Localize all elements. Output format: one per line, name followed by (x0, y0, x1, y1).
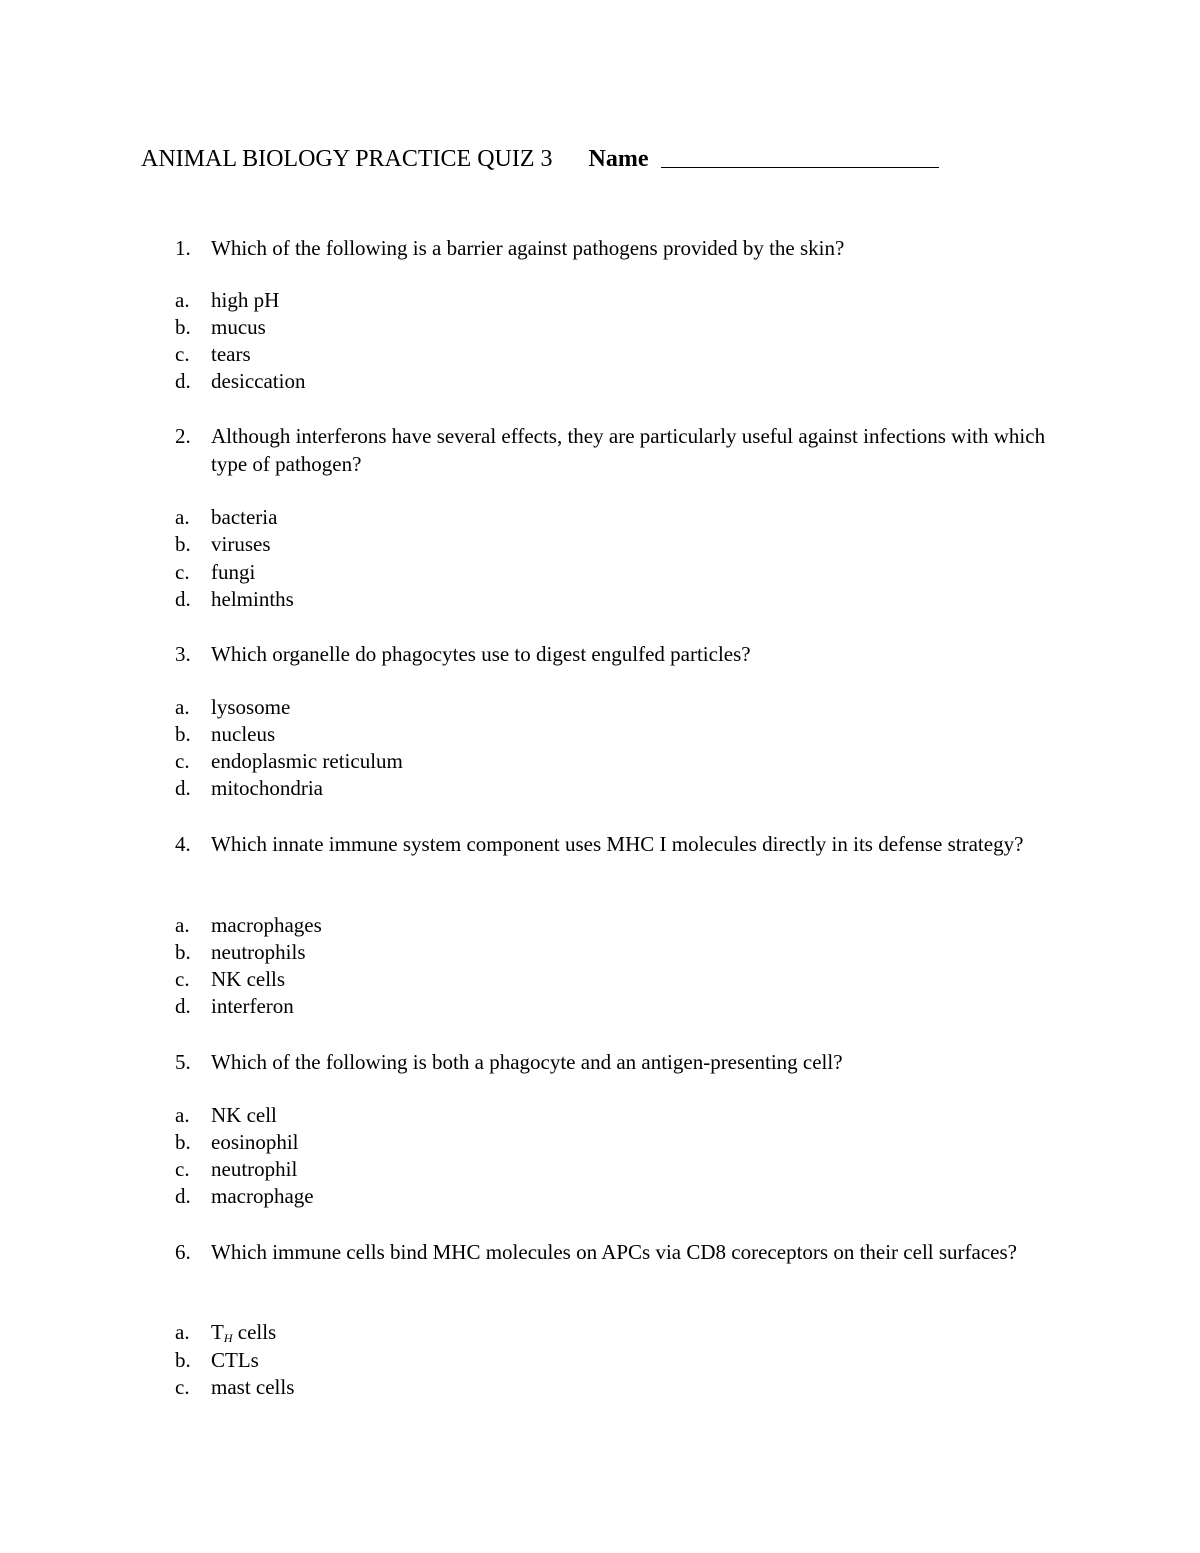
option-letter: c. (175, 342, 190, 366)
option-letter: a. (175, 1320, 190, 1344)
option-letter: b. (175, 722, 191, 746)
question-6-option-c (175, 1374, 875, 1401)
option-letter: b. (175, 315, 191, 339)
question-5-option-d (175, 1183, 875, 1210)
option-text: eosinophil (211, 1130, 299, 1154)
option-letter: a. (175, 913, 190, 937)
quiz-header (141, 141, 1041, 181)
question-3-option-a (175, 694, 875, 721)
option-text: neutrophil (211, 1157, 298, 1181)
option-text: CTLs (211, 1348, 259, 1372)
option-letter: c. (175, 749, 190, 773)
question-3-option-c (175, 748, 875, 775)
question-1-option-d (175, 368, 875, 395)
question-number: 3. (175, 642, 191, 666)
option-letter: b. (175, 1130, 191, 1154)
option-letter: a. (175, 1103, 190, 1127)
option-text: NK cells (211, 967, 286, 991)
option-letter: c. (175, 967, 190, 991)
question-1-option-b (175, 314, 875, 341)
question-2-option-b (175, 531, 875, 558)
option-text: mast cells (211, 1375, 295, 1399)
question-text: Which of the following is both a phagocyte and an antigen-presenting cell? (211, 1050, 843, 1074)
option-text: helminths (211, 587, 294, 611)
option-letter: c. (175, 1375, 190, 1399)
question-text: Although interferons have several effects, they are particularly useful against infections with which type of pathogen? (211, 424, 1046, 476)
option-text: interferon (211, 994, 294, 1018)
option-text: mucus (211, 315, 266, 339)
question-number: 4. (175, 832, 191, 856)
option-text: mitochondria (211, 776, 323, 800)
option-letter: a. (175, 288, 190, 312)
question-number: 2. (175, 424, 191, 448)
question-number: 6. (175, 1240, 191, 1264)
option-text: macrophage (211, 1184, 314, 1208)
question-3-option-d (175, 775, 875, 802)
option-text: lysosome (211, 695, 291, 719)
option-letter: b. (175, 940, 191, 964)
question-text: Which immune cells bind MHC molecules on APCs via CD8 coreceptors on their cell surfaces? (211, 1240, 1017, 1264)
option-letter: b. (175, 1348, 191, 1372)
option-text-main: T (211, 1320, 224, 1344)
option-letter: d. (175, 369, 191, 393)
option-text: tears (211, 342, 251, 366)
option-text-subscript: H (223, 1331, 233, 1345)
option-letter: c. (175, 560, 190, 584)
quiz-title: ANIMAL BIOLOGY PRACTICE QUIZ 3 (141, 146, 553, 172)
option-text: desiccation (211, 369, 306, 393)
option-text: fungi (211, 560, 256, 584)
option-text: endoplasmic reticulum (211, 749, 403, 773)
question-4-option-c (175, 966, 875, 993)
question-text: Which organelle do phagocytes use to digest engulfed particles? (211, 642, 751, 666)
question-2-option-d (175, 586, 875, 613)
question-5-option-a (175, 1102, 875, 1129)
option-letter: a. (175, 695, 190, 719)
question-text: Which of the following is a barrier against pathogens provided by the skin? (211, 236, 845, 260)
option-letter: d. (175, 994, 191, 1018)
option-text: viruses (211, 532, 271, 556)
option-letter: d. (175, 776, 191, 800)
question-5-option-c (175, 1156, 875, 1183)
option-text: bacteria (211, 505, 278, 529)
name-label: Name (588, 146, 649, 172)
option-text-rest: cells (232, 1320, 277, 1344)
question-text: Which innate immune system component uses MHC I molecules directly in its defense strategy? (211, 832, 1024, 856)
question-5-option-b (175, 1129, 875, 1156)
option-text: high pH (211, 288, 280, 312)
name-blank-line[interactable] (661, 143, 939, 168)
question-2-option-c (175, 559, 875, 586)
option-text: macrophages (211, 913, 322, 937)
question-1-option-c (175, 341, 875, 368)
question-6-option-b (175, 1347, 875, 1374)
question-4-option-a (175, 912, 875, 939)
option-letter: c. (175, 1157, 190, 1181)
option-letter: d. (175, 1184, 191, 1208)
option-letter: d. (175, 587, 191, 611)
option-text: neutrophils (211, 940, 306, 964)
question-6-option-a (175, 1319, 875, 1346)
question-1-option-a (175, 287, 875, 314)
question-3-option-b (175, 721, 875, 748)
option-text: nucleus (211, 722, 276, 746)
question-4-option-b (175, 939, 875, 966)
option-letter: a. (175, 505, 190, 529)
question-2-option-a (175, 504, 875, 531)
question-number: 1. (175, 236, 191, 260)
question-4-option-d (175, 993, 875, 1020)
question-number: 5. (175, 1050, 191, 1074)
option-text: NK cell (211, 1103, 277, 1127)
option-letter: b. (175, 532, 191, 556)
